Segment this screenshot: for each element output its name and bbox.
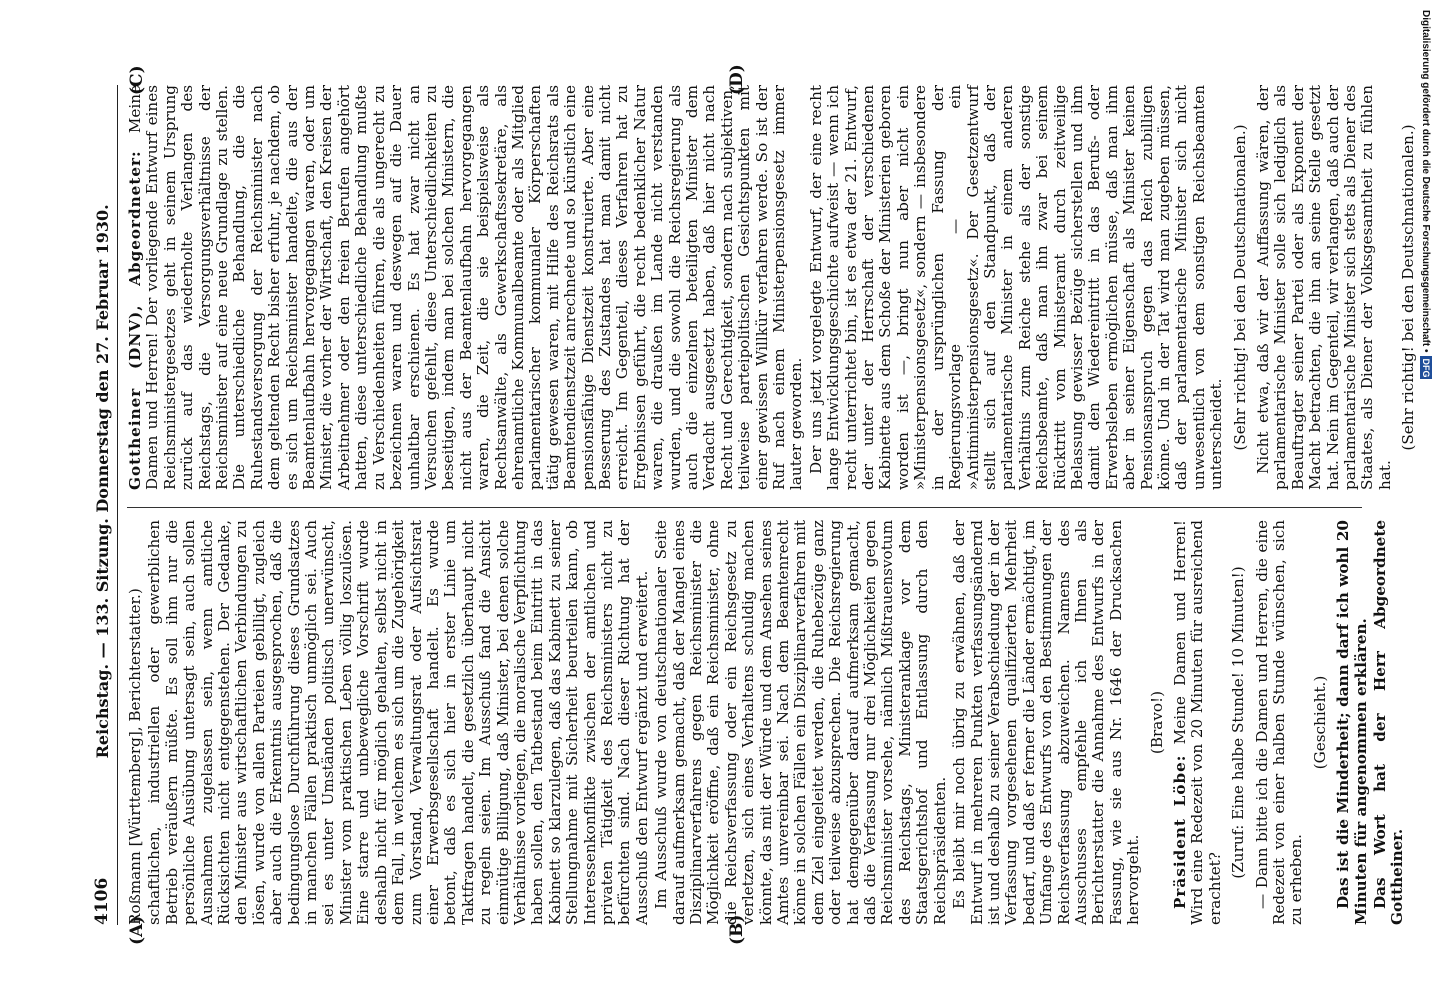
paragraph: schaftlichen, industriellen oder gewerblichen Betrieb veräußern müßte. Es soll ihm nur die persönliche Ausübung untersagt sein, auch sollen Ausnahmen zugelassen sein, wenn amtliche Rücksichten nicht entgegenstehen. Der Gedanke, den Minister aus wirtschaftlichen Verbindungen zu lösen, wurde von allen Parteien gebilligt, zugleich aber auch die Erkenntnis ausgesprochen, daß die bedingungslose Durchführung dieses Grundsatzes in manchen Fällen praktisch unmöglich sei. Auch sei es unter Umständen politisch unerwünscht, Minister vom praktischen Leben völlig loszulösen. Eine starre und unbewegliche Vorschrift wurde deshalb nicht für möglich gehalten, selbst nicht in dem Fall, in welchem es sich um die Zugehörigkeit zum Vorstand, Verwaltungsrat oder Aufsichtsrat einer Erwerbsgesellschaft handelt. Es wurde betont, daß es sich hier in erster Linie um Taktfragen handelt, die gesetzlich überhaupt nicht zu regeln seien. Im Ausschuß fand die Ansicht einmütige Billigung, daß Minister, bei denen solche Verhältnisse vorliegen, die moralische Verpflichtung haben sollen, den Tatbestand beim Eintritt in das Kabinett so klarzulegen, daß das Kabinett zu seiner Stellungnahme mit Sicherheit beurteilen kann, ob Interessenkonflikte zwischen der amtlichen und privaten Tätigkeit des Reichsministers nicht zu befürchten sind. Nach dieser Richtung hat der Ausschuß den Entwurf ergänzt und erweitert. <box>145 520 651 925</box>
speaker-name: Präsident Löbe: <box>1170 754 1189 909</box>
speech-text: Meine Damen und Herren! Wird eine Redezeit von 20 Minuten für ausreichend erachtet? <box>1170 519 1224 925</box>
speaker-note: Roßmann [Württemberg], Berichterstatter.) <box>126 588 144 925</box>
margin-letter-c: (C) <box>127 65 147 95</box>
paragraph: Nicht etwa, daß wir der Auffassung wären, der parlamentarische Minister solle sich lediglich als Beauftragter seiner Partei oder als Exponent der Macht betrachten, die ihn an seine Stelle gesetzt hat. Nein im Gegenteil, wir verlangen, daß auch der parlamentarische Minister sich stets als Diener des Staates, als Diener der Volksgesamtheit zu fühlen hat. <box>1254 85 1394 490</box>
paragraph: Es bleibt mir noch übrig zu erwähnen, daß der Entwurf in mehreren Punkten verfassungsändernd ist und deshalb zu seiner Verabschiedung der in der Verfassung vorgesehenen qualifizierten Mehrheit bedarf, und daß er ferner die Länder ermächtigt, im Umfange des Entwurfs von den Bestimmungen der Reichsverfassung abzuweichen. Namens des Ausschusses empfehle ich Ihnen als Berichterstatter die Annahme des Entwurfs in der Fassung, wie sie aus Nr. 1646 der Drucksachen hervorgeht. <box>950 520 1143 925</box>
page-header <box>87 85 118 925</box>
session-title: Reichstag. — 133. Sitzung. Donnerstag den 27. Februar 1930. <box>92 204 112 759</box>
speech-text: Meine Damen und Herren! Der vorliegende Entwurf eines Reichsministergesetzes geht in seinem Ursprung zurück auf das wiederholte Verlangen des Reichstags, die Versorgungsverhältnisse der Reichsminister auf eine neue Grundlage zu stellen. Die unterschiedliche Behandlung, die die Ruhestandsversorgung der Reichsminister nach dem geltenden Recht bisher erfuhr, je nachdem, ob es sich um Reichsminister handelte, die aus der Beamtenlaufbahn hervorgegangen waren, oder um Minister, die vorher der Wirtschaft, den Kreisen der Arbeitnehmer oder den freien Berufen angehört hatten, diese unterschiedliche Behandlung mußte zu Verschiedenheiten führen, die als ungerecht zu bezeichnen waren und deswegen auf die Dauer unhaltbar erschienen. Es hat zwar nicht an Versuchen gefehlt, diese Unterschiedlichkeiten zu beseitigen, indem man bei solchen Ministern, die nicht aus der Beamtenlaufbahn hervorgegangen waren, die Zeit, die sie beispielsweise als Rechtsanwälte, als Gewerkschaftssekretäre, als ehrenamtliche Kommunalbeamte oder als Mitglied parlamentarischer kommunaler Körperschaften tätig gewesen waren, mit Hilfe des Reichsrats als Beamtendienstzeit anrechnete und so künstlich eine pensionsfähige Dienstzeit konstruierte. Aber eine Besserung des Zustandes hat man damit nicht erreicht. Im Gegenteil, dieses Verfahren hat zu Ergebnissen geführt, die recht bedenklicher Natur waren, die draußen im Lande nicht verstanden wurden, und die sowohl die Reichsregierung als auch die einzelnen beteiligten Minister dem Verdacht ausgesetzt haben, daß hier nicht nach Recht und Gerechtigkeit, sondern nach subjektiven, teilweise parteipolitischen Gesichtspunkten mit einer gewissen Willkür verfahren werde. So ist der Ruf nach einem Ministerpensionsgesetz immer lauter geworden. <box>126 84 806 490</box>
right-column <box>126 84 1418 490</box>
page-number: 4106 <box>92 877 112 925</box>
margin-letter-a: (A) <box>127 915 147 945</box>
margin-letter-d: (D) <box>727 64 747 95</box>
speech-text: Das Wort hat der Herr Abgeordnete Gottheiner. <box>1371 520 1407 925</box>
paragraph: Der uns jetzt vorgelegte Entwurf, der eine recht lange Entwicklungsgeschichte aufweist — wenn ich recht unterrichtet bin, ist es etwa der 21. Entwurf, der unter der Herrschaft der verschiedenen Kabinette aus dem Schoße der Ministerien geboren worden ist —, bringt nun aber nicht ein »Ministerpensionsgesetz«, sondern — insbesondere in der ursprünglichen Fassung der Regierungsvorlage — ein »Antiministerpensionsgesetz«. Der Gesetzentwurf stellt sich auf den Standpunkt, daß der parlamentarische Minister in einem anderen Verhältnis zum Reiche stehe als der sonstige Reichsbeamte, daß man ihn zwar bei seinem Rücktritt vom Ministeramt durch zeitweilige Belassung gewisser Bezüge sicherstellen und ihm damit den Wiedereintritt in das Berufs- oder Erwerbsleben ermöglichen müsse, daß man ihm aber in seiner Eigenschaft als Minister keinen Pensionsanspruch gegen das Reich zubilligen könne. Und in der Tat wird man zugeben müssen, daß der parlamentarische Minister sich nicht unwesentlich von dem sonstigen Reichsbeamten unterscheidet. <box>806 85 1226 490</box>
interjection: (Sehr richtig! bei den Deutschnationalen.) <box>1230 124 1249 451</box>
margin-letter-b: (B) <box>727 914 747 945</box>
paragraph: Im Ausschuß wurde von deutschnationaler Seite darauf aufmerksam gemacht, daß der Mangel eines Disziplinarverfahrens gegen Reichsminister die Möglichkeit eröffne, daß ein Reichsminister, ohne die Reichsverfassung oder ein Reichsgesetz zu verletzen, sich eines Verhaltens schuldig machen könnte, das mit der Würde und dem Ansehen seines Amtes unvereinbar sei. Nach dem Beamtenrecht könne in solchen Fällen ein Disziplinarverfahren mit dem Ziel eingeleitet werden, die Ruhebezüge ganz oder teilweise abzusprechen. Die Reichsregierung hat demgegenüber darauf aufmerksam gemacht, daß die Verfassung nur drei Möglichkeiten gegen Reichsminister vorsehe, nämlich Mißtrauensvotum des Reichstags, Ministeranklage vor dem Staatsgerichtshof und Entlassung durch den Reichspräsidenten. <box>652 520 949 925</box>
column-divider <box>127 507 1362 508</box>
interjection: (Zuruf: Eine halbe Stunde! 10 Minuten!) <box>1229 566 1248 879</box>
stamp-text: Digitalisierung gefördert durch die Deutsche Forschungsgemeinschaft • <box>1420 10 1432 353</box>
dfg-stamp <box>1418 10 1434 960</box>
interjection: (Geschieht.) <box>1310 675 1329 770</box>
speech-text: Das ist die Minderheit; dann darf ich wohl 20 Minuten für angenommen erklären. <box>1334 520 1370 925</box>
speech-text: — Dann bitte ich die Damen und Herren, die eine Redezeit von einer halben Stunde wünschen, sich zu erheben. <box>1252 520 1306 925</box>
speaker-name: Gottheiner (DNV), Abgeordneter: <box>126 150 144 490</box>
interjection: (Sehr richtig! bei den Deutschnationalen.) <box>1399 124 1418 451</box>
interjection: (Bravo!) <box>1147 690 1166 755</box>
left-column <box>126 519 1407 925</box>
dfg-logo: DFG <box>1421 358 1431 378</box>
printed-page <box>87 64 1418 945</box>
